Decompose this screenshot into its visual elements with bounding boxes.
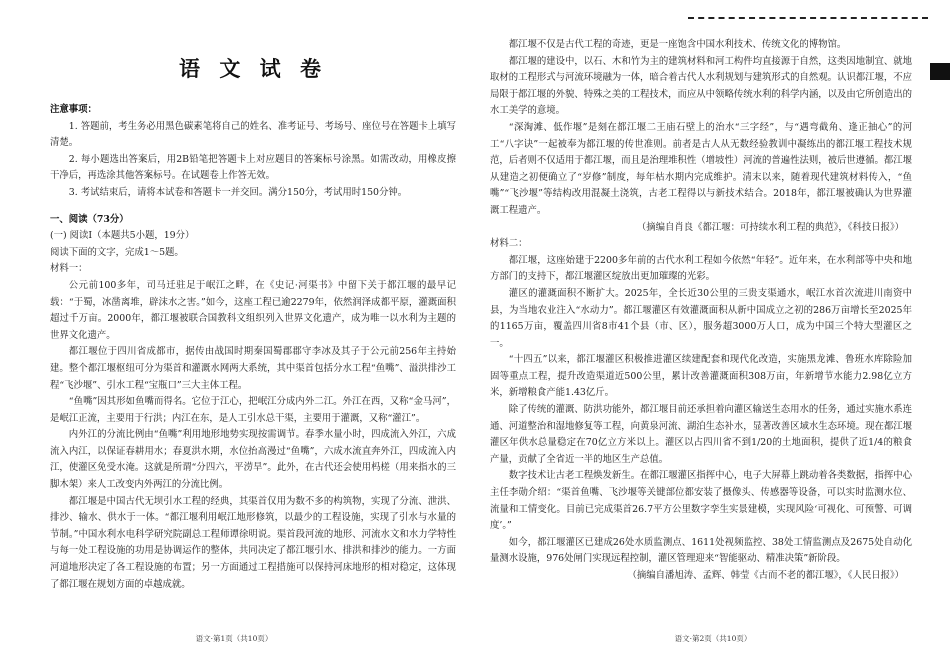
notice-heading: 注意事项： (50, 104, 97, 115)
body-paragraph: 内外江的分流比例由“鱼嘴”利用地形地势实现按需调节。春季水量小时，四成流入外江，六成流入内江，以保证春耕用水；春夏洪水期，水位抬高漫过“鱼嘴”，六成水流直奔外江，四成流入内江，使灌区免受水淹。这就是所谓“分四六，平涝旱”。此外，在古代还会使用杩槎（用来指水的三脚木架）来人工改变内外两江的分流比例。 (50, 429, 456, 491)
body-paragraph: 都江堰的建设中，以石、木和竹为主的建筑材料和河工构件均直接源于自然，这类因地制宜、就地取材的工程形式与河流环境融为一体，暗合着古代人水利规划与建筑形式的自然观。认识都江堰，不应局限于都江堰的外貌、特殊之美的工程技术，而应从中领略传统水利的科学内涵，以及由它所创造出的水工美学的意境。 (490, 55, 912, 117)
left-page (0, 0, 468, 654)
body-paragraph: 都江堰不仅是古代工程的奇迹，更是一座饱含中国水利技术、传统文化的博物馆。 (508, 39, 847, 50)
instruction: 阅读下面的文字，完成1～5题。 (50, 246, 184, 258)
subsection-heading: (一) 阅读Ⅰ（本题共5小题，19分） (50, 230, 195, 242)
page-footer: 语文·第2页（共10页） (674, 634, 752, 644)
body-paragraph: 如今，都江堰灌区已建成26处水质监测点、1611处视频监控、38处工情监测点及2675处自动化量测水设施，976处闸门实现远程控制，灌区管理迎来“智能驱动、精准决策”新阶段。 (490, 536, 912, 565)
body-paragraph: 除了传统的灌溉、防洪功能外，都江堰目前还承担着向灌区输送生态用水的任务，通过实施水系连通、河道整治和湿地修复等工程，向黄泉河流、湖泊生态补水，显著改善区域水生态环境。现在都江堰灌区年供水总量稳定在70亿立方米以上。灌区以占四川省不到1/20的土地面积，提供了近1/4的粮食产量，贡献了全省近一半的地区生产总值。 (490, 404, 912, 465)
body-paragraph: 灌区的灌溉面积不断扩大。2025年，全长近30公里的三贵支渠通水，岷江水首次流进川南资中县，为当地农业注入“水动力”。都江堰灌区有效灌溉面积从新中国成立之初的286万亩增长至2025年的1165万亩，覆盖四川省8市41个县（市、区），服务超3000万人口，成为中国三个特大型灌区之一。 (490, 287, 912, 349)
source-citation: （摘编自肖良《都江堰：可持续水利工程的典范》，《科技日报》） (636, 221, 904, 233)
body-paragraph: “鱼嘴”因其形如鱼嘴而得名。它位于江心，把岷江分成内外二江。外江在西，又称“金马河”，是岷江正流，主要用于行洪；内江在东，是人工引水总干渠，主要用于灌溉，又称“灌江”。 (50, 396, 456, 424)
body-paragraph: 都江堰位于四川省成都市，据传由战国时期秦国蜀郡郡守李冰及其子于公元前256年主持始建。整个都江堰枢纽可分为渠首和灌溉水网两大系统，其中渠首包括分水工程“鱼嘴”、溢洪排沙工程“飞沙堰”、引水工程“宝瓶口”三大主体工程。 (50, 346, 456, 391)
body-paragraph: 都江堰，这座始建于2200多年前的古代水利工程如今依然“年轻”。近年来，在水利部等中央和地方部门的支持下，都江堰灌区绽放出更加璀璨的光彩。 (490, 254, 912, 283)
notice-item: 3. 考试结束后，请将本试卷和答题卡一并交回。满分150分，考试用时150分钟。 (68, 186, 408, 198)
material-label: 材料二： (490, 238, 528, 250)
body-paragraph: 都江堰是中国古代无坝引水工程的经典，其渠首仅用为数不多的构筑物，实现了分流、泄洪、排沙、输水、供水于一体。“都江堰利用岷江地形修筑，以最少的工程设施，实现了引水与水量的节制。”中国水利水电科学研究院副总工程师谭徐明说。渠首段河流的地形、河流水文和水力学特性与每一处工程设施的功用是协调运作的整体，共同决定了都江堰引水、排洪和排沙的能力。一方面河道地形决定了各工程设施的布置；另一方面通过工程措施可以保持河床地形的相对稳定，这体现了都江堰在规划方面的卓越成就。 (50, 495, 456, 590)
notice-item: 2. 每小题选出答案后，用2B铅笔把答题卡上对应题目的答案标号涂黑。如需改动，用橡皮擦干净后，再选涂其他答案标号。在试题卷上作答无效。 (50, 153, 456, 182)
section-heading: 一、阅读（73分） (50, 213, 129, 225)
notice-item: 1. 答题前，考生务必用黑色碳素笔将自己的姓名、准考证号、考场号、座位号在答题卡上填写清楚。 (50, 120, 456, 149)
right-page (476, 0, 950, 654)
body-paragraph: “深淘滩、低作堰”是刻在都江堰二王庙石壁上的治水“三字经”，与“遇弯截角、逢正抽心”的河工“八字诀”一起被奉为都江堰的传世准则。前者是古人从无数经验教训中凝练出的都江堰工程技术规范，后者则不仅适用于都江堰，而且是治理堆积性（增坡性）河流的普遍性法则，被后世遵循。都江堰从建造之初便确立了“岁修”制度，每年枯水期内完成维护。清末以来，随着现代建筑材料传入，“鱼嘴”“飞沙堰”等结构改用混凝土浇筑，古老工程得以与新技术结合。2018年，都江堰被确认为世界灌溉工程遗产。 (490, 121, 912, 216)
source-citation: （摘编自潘旭涛、孟辉、韩莹《古而不老的都江堰》，《人民日报》） (627, 570, 904, 581)
body-paragraph: “十四五”以来，都江堰灌区积极推进灌区续建配套和现代化改造，实施黑龙滩、鲁班水库除险加固等重点工程，提升改造渠道近500公里，累计改善灌溉面积308万亩，年新增节水能力2.98亿立方米，新增粮食产能1.43亿斤。 (490, 354, 912, 399)
body-paragraph: 公元前100多年，司马迁驻足于岷江之畔，在《史记·河渠书》中留下关于都江堰的最早记载：“于蜀，冰凿离堆，辟沫水之害。”如今，这座工程已逾2279年，依然润泽成都平原，灌溉面积超过千万亩。2000年，都江堰被联合国教科文组织列入世界文化遗产，成为唯一以水利为主题的世界文化遗产。 (50, 279, 456, 341)
page-footer: 语文·第1页（共10页） (195, 634, 273, 644)
body-paragraph: 数字技术让古老工程焕发新生。在都江堰灌区指挥中心，电子大屏幕上跳动着各类数据，指挥中心主任李勋介绍：“渠首鱼嘴、飞沙堰等关键部位都安装了摄像头、传感器等设备，可以实时监测水位、流量和工情变化。目前已完成渠首26.7平方公里数字孪生实景建模，实现风险‘可视化、可预警、可调度’。” (490, 470, 912, 532)
material-label: 材料一： (50, 263, 88, 275)
page-title: 语 文 试 卷 (179, 56, 327, 81)
